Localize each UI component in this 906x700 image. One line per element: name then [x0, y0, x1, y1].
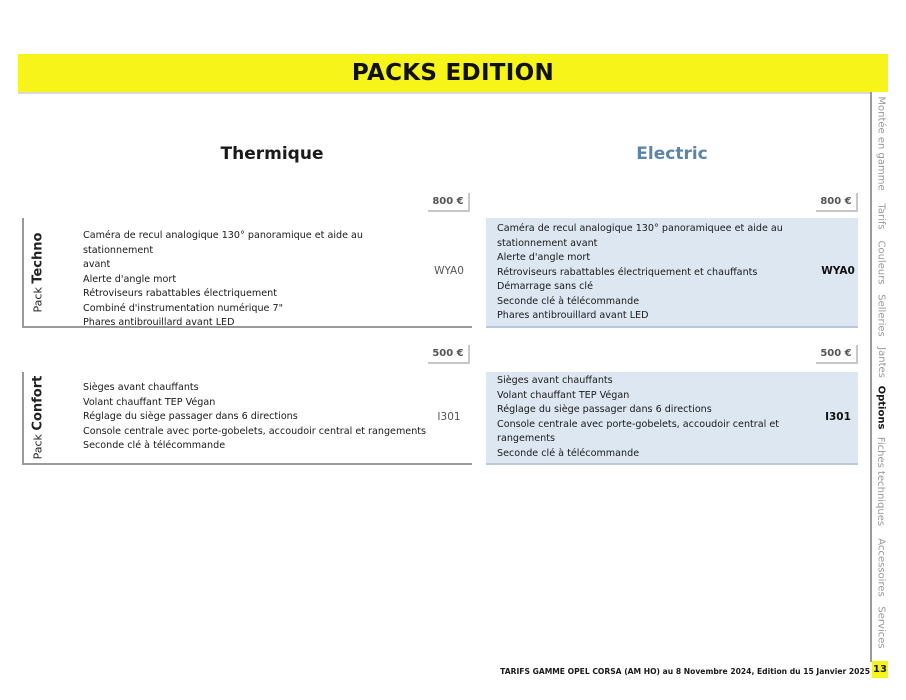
pack-techno-label [26, 218, 50, 326]
side-nav-label: Accessoires [875, 537, 887, 597]
techno-thermique-features [83, 229, 428, 331]
side-nav-services[interactable] [873, 602, 889, 652]
list-item: Alerte d'angle mort [83, 273, 177, 285]
side-nav-label: Couleurs [875, 239, 887, 285]
code-techno-thermique: WYA0 [434, 265, 464, 277]
page-title: PACKS EDITION [351, 60, 555, 86]
pack-name: Techno [30, 232, 46, 284]
side-nav-options[interactable] [873, 384, 889, 430]
price-techno-thermique: 800 € [428, 193, 470, 212]
side-nav-tarifs[interactable] [873, 196, 889, 236]
side-nav-label: Montée en gamme [875, 96, 887, 191]
price-confort-electric: 500 € [816, 345, 858, 364]
banner-divider [18, 92, 870, 94]
side-nav-label: Fiches techniques [875, 436, 887, 526]
column-heading-thermique: Thermique [220, 144, 324, 164]
pack-prefix: Pack [31, 286, 45, 312]
price-confort-thermique: 500 € [428, 345, 470, 364]
code-techno-electric: WYA0 [821, 265, 855, 277]
list-item: Rétroviseurs rabattables électriquement et chauffants [497, 266, 758, 278]
list-item: Console centrale avec porte-gobelets, accoudoir central et [497, 418, 780, 430]
pack-name: Confort [30, 375, 46, 431]
side-nav-label: Selleries [875, 293, 887, 337]
confort-thermique-features [83, 381, 428, 454]
side-nav-label: Tarifs [875, 202, 887, 230]
side-nav-selleries[interactable] [873, 290, 889, 340]
side-nav-accessoires[interactable] [873, 534, 889, 600]
list-item: Démarrage sans clé [497, 281, 594, 292]
list-item: Combiné d'instrumentation numérique 7" [83, 302, 284, 314]
list-item: Seconde clé à télécommande [83, 440, 226, 451]
list-item: Caméra de recul analogique 130° panoramique et aide au stationnement [83, 230, 363, 256]
confort-electric-features [497, 374, 797, 461]
list-item: Phares antibrouillard avant LED [497, 310, 649, 321]
list-item: Caméra de recul analogique 130° panoramiquee et aide au [497, 223, 783, 234]
list-item: rangements [497, 433, 555, 444]
pack-confort-label [26, 372, 50, 463]
title-banner [18, 54, 888, 92]
list-item: Réglage du siège passager dans 6 directions [497, 404, 712, 415]
list-item: Sièges avant chauffants [497, 375, 613, 386]
side-nav-label: Services [875, 605, 887, 649]
side-nav-fiches-techniques[interactable] [873, 432, 889, 530]
side-nav-montee-en-gamme[interactable] [873, 96, 889, 191]
list-item: Rétroviseurs rabattables électriquement [83, 288, 277, 299]
page-number: 13 [872, 661, 888, 678]
list-item: stationnement avant [497, 237, 598, 249]
side-nav-label: Jantes [875, 346, 887, 378]
price-techno-electric: 800 € [816, 193, 858, 212]
code-confort-electric: I301 [825, 411, 851, 423]
list-item: Réglage du siège passager dans 6 directions [83, 411, 298, 422]
side-nav-couleurs[interactable] [873, 236, 889, 288]
code-confort-thermique: I301 [437, 411, 461, 423]
side-nav-jantes[interactable] [873, 342, 889, 382]
techno-electric-features [497, 222, 797, 324]
list-item: Seconde clé à télécommande [497, 447, 640, 459]
list-item: Seconde clé à télécommande [497, 295, 640, 307]
list-item: Volant chauffant TEP Végan [83, 396, 216, 408]
list-item: Alerte d'angle mort [497, 252, 591, 263]
list-item: Sièges avant chauffants [83, 382, 199, 393]
list-item: Volant chauffant TEP Végan [497, 389, 630, 401]
list-item: avant [83, 259, 111, 270]
list-item: Console centrale avec porte-gobelets, accoudoir central et rangements [83, 425, 427, 437]
side-nav-label: Options [875, 385, 887, 429]
list-item: Phares antibrouillard avant LED [83, 317, 235, 328]
column-heading-electric: Electric [636, 144, 708, 164]
pack-prefix: Pack [31, 434, 45, 460]
footer-text: TARIFS GAMME OPEL CORSA (AM HO) au 8 Novembre 2024, Edition du 15 Janvier 2025 [500, 667, 870, 676]
